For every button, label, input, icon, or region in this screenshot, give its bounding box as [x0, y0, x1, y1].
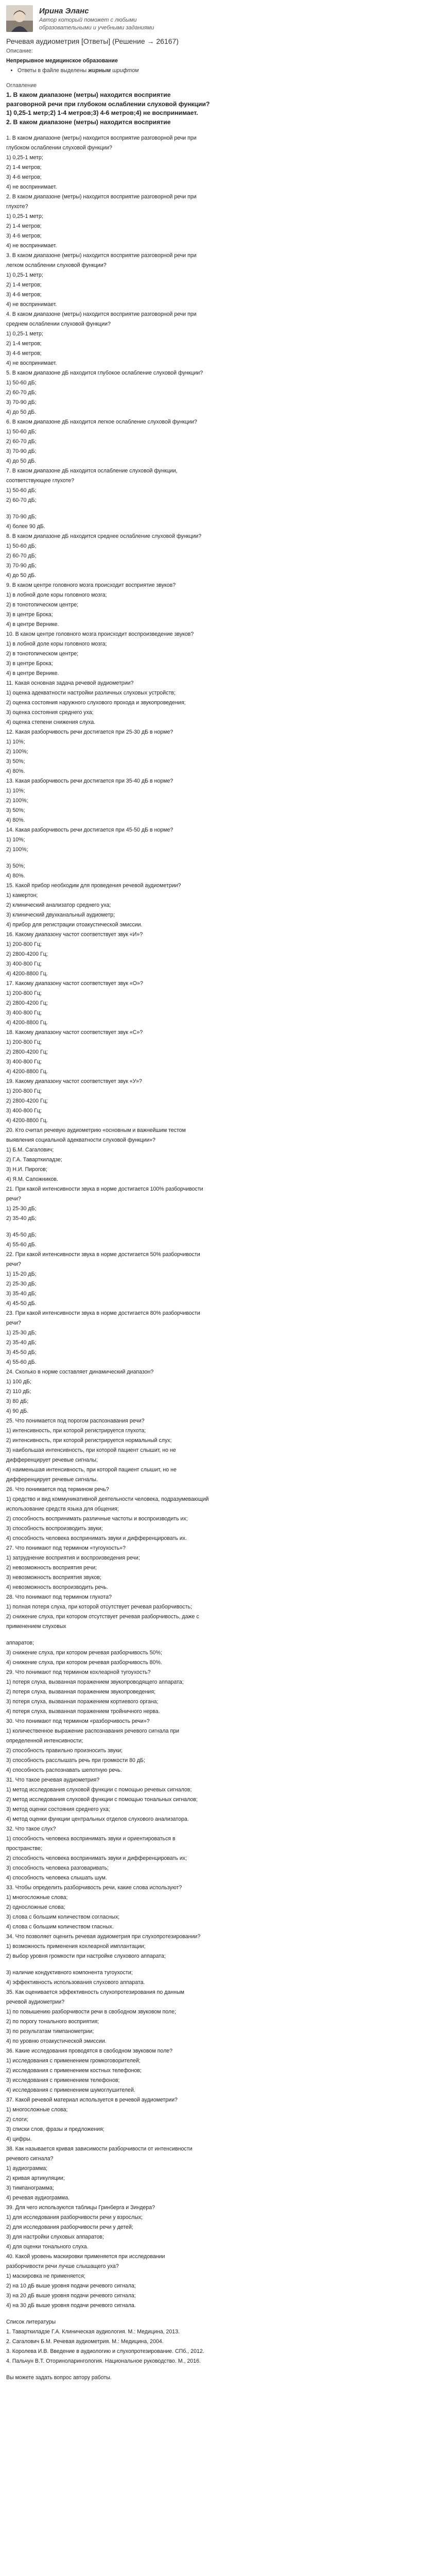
question-line: 20. Кто считал речевую аудиометрию «основным и важнейшим тестом	[6, 1127, 186, 1133]
answer-option: 1) 0,25-1 метр;	[6, 331, 43, 337]
answer-option: 2) потеря слуха, вызванная поражением звукопроведения;	[6, 1689, 156, 1695]
answer-option: 1) 25-30 дБ;	[6, 1206, 37, 1212]
answer-option: 3) 400-800 Гц;	[6, 1059, 42, 1065]
text-line: Список литературы	[6, 2319, 56, 2325]
question-line: 19. Какому диапазону частот соответствует звук «У»?	[6, 1078, 142, 1084]
answer-option: 1) метод исследования слуховой функции с помощью речевых сигналов;	[6, 1787, 192, 1793]
question-line: 39. Для чего используются таблицы Гринберга и Зиндера?	[6, 2205, 155, 2211]
question-line: 2. Сагалович Б.М. Речевая аудиометрия. М.: Медицина, 2004.	[6, 2338, 164, 2345]
intro-block	[6, 91, 430, 127]
answer-option: 2) 2800-4200 Гц;	[6, 1098, 48, 1104]
page-break-gap	[6, 505, 430, 512]
answer-option: 1) маскировка не применяется;	[6, 2273, 85, 2279]
avatar-photo	[6, 5, 33, 32]
question-line: 37. Какой речевой материал используется в речевой аудиометрии?	[6, 2097, 178, 2103]
question-line: 40. Какой уровень маскировки применяется при исследовании	[6, 2253, 165, 2260]
answer-option: 1) 200-800 Гц;	[6, 990, 42, 996]
answer-option: 1) в лобной доле коры головного мозга;	[6, 641, 107, 647]
answer-option: 3) в центре Брока;	[6, 660, 53, 667]
question-line: 16. Какому диапазону частот соответствует звук «И»?	[6, 931, 143, 938]
page-break-gap	[6, 1961, 430, 1968]
answer-option: 3) 400-800 Гц;	[6, 1108, 42, 1114]
question-line: 2. В каком диапазоне (метры) находится восприятие разговорной речи при	[6, 194, 197, 200]
question-line: 1. В каком диапазоне (метры) находится восприятие разговорной речи при	[6, 135, 197, 141]
answer-option: 1) Б.М. Сагалович;	[6, 1147, 54, 1153]
answer-option: 2) 1-4 метров;	[6, 164, 42, 171]
answer-option: 4) более 90 дБ.	[6, 523, 45, 530]
page-break-gap	[6, 2311, 430, 2317]
answer-option: 4) цифры.	[6, 2136, 32, 2142]
answer-option: 4) 55-60 дБ.	[6, 1359, 37, 1365]
answer-option: 2) Г.А. Таварткиладзе;	[6, 1157, 62, 1163]
answer-option: 4) 80%.	[6, 817, 25, 823]
answer-option: 3) 4-6 метров;	[6, 233, 42, 239]
answer-option: 3) оценка состояния среднего уха;	[6, 709, 94, 716]
text-line: применением слуховых	[6, 1623, 66, 1630]
intro-line: 2. В каком диапазоне (метры) находится восприятие	[6, 118, 171, 126]
answer-option: 4) на 30 дБ выше уровня подачи речевого сигнала.	[6, 2302, 136, 2309]
answer-option: 2) в тонотопическом центре;	[6, 651, 79, 657]
answer-option: 3) тимпанограмма;	[6, 2185, 54, 2191]
question-line: 34. Что позволяет оценить речевая аудиометрия при слухопротезировании?	[6, 1934, 201, 1940]
answer-option: 4) 4200-8800 Гц.	[6, 1117, 48, 1124]
answer-option: 3) 50%;	[6, 758, 25, 765]
text-line: глубоком ослаблении слуховой функции?	[6, 145, 112, 151]
answer-option: 2) исследования с применением костных телефонов;	[6, 2067, 142, 2074]
page-break-gap	[6, 855, 430, 861]
answer-option: 2) 25-30 дБ;	[6, 1281, 37, 1287]
answer-option: 1) камертон;	[6, 892, 38, 899]
author-name[interactable]: Ирина Эланс	[39, 7, 89, 15]
answer-option: 4) способность распознавать шепотную речь.	[6, 1767, 122, 1773]
answer-option: 3) Н.И. Пирогов;	[6, 1166, 47, 1173]
question-line: 10. В каком центре головного мозга происходит воспроизведение звуков?	[6, 631, 194, 637]
answer-option: 2) односложные слова;	[6, 1904, 65, 1910]
answer-option: 1) 50-60 дБ;	[6, 487, 37, 494]
answer-option: 1) 0,25-1 метр;	[6, 155, 43, 161]
question-line: 3. В каком диапазоне (метры) находится восприятие разговорной речи при	[6, 252, 197, 259]
answer-option: 2) 100%;	[6, 846, 28, 853]
answer-option: 3) наибольшая интенсивность, при которой пациент слышит, но не	[6, 1447, 176, 1453]
answer-option: 3) способность расслышать речь при громкости 80 дБ;	[6, 1757, 145, 1764]
answer-option: 1) 0,25-1 метр;	[6, 272, 43, 278]
answer-option: 1) 50-60 дБ;	[6, 543, 37, 549]
answer-option: 2) по порогу тонального восприятия;	[6, 2019, 99, 2025]
question-line: 27. Что понимают под термином «тугоухость»?	[6, 1545, 126, 1551]
answer-option: 3) клинический двухканальный аудиометр;	[6, 912, 115, 918]
author-info	[39, 5, 173, 32]
answer-option: 3) слова с большим количеством согласных;	[6, 1914, 120, 1920]
answer-option: 4) наименьшая интенсивность, при которой пациент слышит, но не	[6, 1467, 177, 1473]
author-description: Автор который поможет с любыми образовательными и учебными заданиями	[39, 17, 154, 31]
answer-option: 3) на 20 дБ выше уровня подачи речевого сигнала;	[6, 2293, 136, 2299]
answer-option: 3) наличие кондуктивного компонента тугоухости;	[6, 1970, 133, 1976]
question-line: 5. В каком диапазоне дБ находится глубокое ослабление слуховой функции?	[6, 370, 203, 376]
answer-option: 1) средство и вид коммуникативной деятельности человека, подразумевающий	[6, 1496, 209, 1502]
description-label: Описание:	[6, 48, 33, 54]
answer-option: 4) не воспринимает.	[6, 184, 57, 190]
text-line: аппаратов;	[6, 1640, 34, 1646]
note-item: • Ответы в файле выделены жирным шрифтом	[18, 66, 430, 76]
course-name: Непрерывное медицинское образование	[6, 58, 118, 64]
answer-option: 4) снижение слуха, при котором речевая разборчивость 80%.	[6, 1659, 162, 1666]
answer-option: 3) 400-800 Гц;	[6, 961, 42, 967]
text-line: использование средств языка для общения;	[6, 1506, 119, 1512]
answer-option: 4) оценка степени снижения слуха.	[6, 719, 96, 725]
answer-option: 2) 60-70 дБ;	[6, 389, 37, 396]
answer-option: 2) 100%;	[6, 798, 28, 804]
answer-option: 1) многосложные слова;	[6, 1894, 68, 1901]
answer-option: 1) 50-60 дБ;	[6, 429, 37, 435]
answer-option: 4) в центре Вернике.	[6, 670, 59, 676]
question-line: 7. В каком диапазоне дБ находится ослабление слуховой функции,	[6, 468, 178, 474]
question-line: 32. Что такое слух?	[6, 1826, 56, 1832]
text-line: речевой аудиометрии?	[6, 1999, 65, 2005]
answer-option: 3) метод оценки состояния среднего уха;	[6, 1806, 110, 1812]
answer-option: 1) оценка адекватности настройки различных слуховых устройств;	[6, 690, 176, 696]
answer-option: 1) 10%;	[6, 837, 25, 843]
answer-option: 3) невозможность восприятия звуков;	[6, 1574, 101, 1581]
toc-label: Оглавление	[6, 82, 37, 89]
answer-option: 2) в тонотопическом центре;	[6, 602, 79, 608]
answer-option: 4) слова с большим количеством гласных.	[6, 1924, 114, 1930]
question-line: 29. Что понимают под термином кохлеарной тугоухость?	[6, 1669, 151, 1675]
page-break-gap	[6, 2366, 430, 2373]
answer-option: 4) до 50 дБ.	[6, 409, 37, 415]
answer-option: 3) 80 дБ;	[6, 1398, 29, 1404]
answer-option: 2) 2800-4200 Гц;	[6, 1049, 48, 1055]
answer-option: 2) способность воспринимать различные частоты и воспроизводить их;	[6, 1516, 188, 1522]
text-line: речи?	[6, 1261, 21, 1267]
question-line: 38. Как называется кривая зависимости разборчивости от интенсивности	[6, 2146, 193, 2152]
answer-option: 1) потеря слуха, вызванная поражением звукопроводящего аппарата;	[6, 1679, 184, 1685]
intro-line: 1) 0,25-1 метр;2) 1-4 метров;3) 4-6 метров;4) не воспринимает.	[6, 109, 198, 116]
text-line: глухоте?	[6, 204, 28, 210]
answer-option: 4) 4200-8800 Гц.	[6, 1069, 48, 1075]
answer-option: 3) 4-6 метров;	[6, 174, 42, 180]
answer-option: 1) 200-800 Гц;	[6, 1088, 42, 1094]
answer-option: 4) по уровню отоакустической эмиссии.	[6, 2038, 107, 2044]
question-line: 9. В каком центре головного мозга происходит восприятие звуков?	[6, 582, 176, 588]
answer-option: 3) списки слов, фразы и предложения;	[6, 2126, 104, 2132]
text-line: речевого сигнала?	[6, 2156, 54, 2162]
answer-option: 2) невозможность восприятия речи;	[6, 1565, 97, 1571]
answer-option: 4) 55-60 дБ.	[6, 1242, 37, 1248]
answer-option: 1) по повышению разборчивости речи в свободном звуковом поле;	[6, 2009, 176, 2015]
answer-option: 2) слоги;	[6, 2116, 28, 2123]
question-line: 24. Сколько в норме составляет динамический диапазон?	[6, 1369, 154, 1375]
answer-option: 4) 80%.	[6, 768, 25, 774]
answer-option: 3) 45-50 дБ;	[6, 1349, 37, 1355]
text-line: речи?	[6, 1196, 21, 1202]
answer-option: 2) снижение слуха, при котором отсутствует речевая разборчивость, даже с	[6, 1614, 199, 1620]
answer-option: 1) способность человека воспринимать звуки и ориентироваться в	[6, 1836, 176, 1842]
answer-option: 1) 100 дБ;	[6, 1379, 32, 1385]
notes-list	[6, 66, 430, 76]
question-line: 11. Какая основная задача речевой аудиометрии?	[6, 680, 134, 686]
answer-option: 2) 35-40 дБ;	[6, 1340, 37, 1346]
answer-option: 2) интенсивность, при которой регистрируется нормальный слух;	[6, 1437, 172, 1444]
answer-option: 2) клинический анализатор среднего уха;	[6, 902, 111, 908]
question-line: 23. При какой интенсивности звука в норме достигается 80% разборчивости	[6, 1310, 200, 1316]
text-line: среднем ослаблении слуховой функции?	[6, 321, 111, 327]
page-break-gap	[6, 1632, 430, 1638]
answer-option: 4) 4200-8800 Гц.	[6, 971, 48, 977]
answer-option: 2) выбор уровня громкости при настройке слухового аппарата;	[6, 1953, 166, 1959]
answer-option: 4) в центре Вернике.	[6, 621, 59, 628]
answer-option: 3) 4-6 метров;	[6, 350, 42, 357]
answer-option: 1) полная потеря слуха, при которой отсутствует речевая разборчивость;	[6, 1604, 192, 1610]
answer-option: 4) 90 дБ.	[6, 1408, 29, 1414]
question-line: 28. Что понимают под термином глухота?	[6, 1594, 112, 1600]
answer-option: 1) многосложные слова;	[6, 2107, 68, 2113]
answer-option: 3) 70-90 дБ;	[6, 399, 37, 405]
answer-option: 2) 60-70 дБ;	[6, 497, 37, 503]
answer-option: 4) не воспринимает.	[6, 243, 57, 249]
answer-option: 3) способность воспроизводить звуки;	[6, 1526, 103, 1532]
question-line: 1. Таварткиладзе Г.А. Клиническая аудиология. М.: Медицина, 2013.	[6, 2329, 180, 2335]
question-line: 35. Как оценивается эффективность слухопротезирования по данным	[6, 1989, 184, 1995]
answer-option: 2) 1-4 метров;	[6, 223, 42, 229]
answer-option: 2) 60-70 дБ;	[6, 438, 37, 445]
answer-option: 1) 50-60 дБ;	[6, 380, 37, 386]
answer-option: 3) по результатам тимпанометрии;	[6, 2028, 94, 2035]
answer-option: 1) интенсивность, при которой регистрируется глухота;	[6, 1428, 146, 1434]
answer-option: 3) 45-50 дБ;	[6, 1232, 37, 1238]
text-line: разборчивости речи лучше слышащего уха?	[6, 2263, 119, 2269]
question-line: 15. Какой прибор необходим для проведения речевой аудиометрии?	[6, 883, 181, 889]
answer-option: 3) 70-90 дБ;	[6, 514, 37, 520]
question-line: 13. Какая разборчивость речи достигается при 35-40 дБ в норме?	[6, 778, 173, 784]
answer-option: 4) потеря слуха, вызванная поражением тройничного нерва.	[6, 1708, 160, 1715]
answer-option: 4) речевая аудиограмма.	[6, 2195, 70, 2201]
answer-option: 3) потеря слуха, вызванная поражением кортиевого органа;	[6, 1699, 159, 1705]
answer-option: 1) затруднение восприятия и воспроизведения речи;	[6, 1555, 140, 1561]
text-line: Вы можете задать вопрос автору работы.	[6, 2375, 112, 2381]
answer-option: 1) 0,25-1 метр;	[6, 213, 43, 219]
page-title: Речевая аудиометрия [Ответы] (Решение → 26167)	[6, 37, 179, 45]
intro-line: разговорной речи при глубоком ослаблении слуховой функции?	[6, 100, 210, 108]
answer-option: 2) метод исследования слуховой функции с помощью тональных сигналов;	[6, 1797, 198, 1803]
answer-option: 3) способность человека разговаривать;	[6, 1865, 109, 1871]
answer-option: 4) 4200-8800 Гц.	[6, 1020, 48, 1026]
document-body	[6, 133, 430, 2383]
answer-option: 3) 70-90 дБ;	[6, 448, 37, 454]
text-line: определенной интенсивности;	[6, 1738, 83, 1744]
answer-option: 1) 200-800 Гц;	[6, 941, 42, 947]
answer-option: 3) снижение слуха, при котором речевая разборчивость 50%;	[6, 1650, 162, 1656]
answer-option: 1) количественное выражение распознавания речевого сигнала при	[6, 1728, 179, 1734]
answer-option: 3) 50%;	[6, 863, 25, 869]
answer-option: 3) в центре Брока;	[6, 612, 53, 618]
answer-option: 3) 35-40 дБ;	[6, 1291, 37, 1297]
answer-option: 3) исследования с применением телефонов;	[6, 2077, 120, 2083]
question-line: 25. Что понимается под порогом распознавания речи?	[6, 1418, 145, 1424]
question-line: 4. Пальчун В.Т. Оториноларингология. Национальное руководство. М., 2016.	[6, 2358, 201, 2364]
answer-option: 1) возможность применения кохлеарной имплантации;	[6, 1943, 146, 1950]
text-line: соответствующее глухоте?	[6, 478, 75, 484]
answer-option: 3) 4-6 метров;	[6, 292, 42, 298]
text-line: легком ослаблении слуховой функции?	[6, 262, 107, 268]
question-line: 30. Что понимают под термином «разборчивость речи»?	[6, 1718, 150, 1724]
answer-option: 1) 200-800 Гц;	[6, 1039, 42, 1045]
answer-option: 4) прибор для регистрации отоакустической эмиссии.	[6, 922, 143, 928]
question-line: 22. При какой интенсивности звука в норме достигается 50% разборчивости	[6, 1251, 200, 1258]
answer-option: 1) 25-30 дБ;	[6, 1330, 37, 1336]
answer-option: 2) 35-40 дБ;	[6, 1215, 37, 1222]
answer-option: 4) 80%.	[6, 873, 25, 879]
author-avatar[interactable]	[6, 5, 33, 32]
question-line: 8. В каком диапазоне дБ находится среднее ослабление слуховой функции?	[6, 533, 202, 539]
question-line: 17. Какому диапазону частот соответствует звук «О»?	[6, 980, 143, 987]
answer-option: 3) 50%;	[6, 807, 25, 814]
question-line: 3. Королева И.В. Введение в аудиологию и слухопротезирование. СПб., 2012.	[6, 2348, 204, 2354]
answer-option: 4) до 50 дБ.	[6, 572, 37, 579]
answer-option: 2) 2800-4200 Гц;	[6, 1000, 48, 1006]
answer-option: 4) невозможность воспроизводить речь.	[6, 1584, 108, 1590]
answer-option: 4) для оценки тонального слуха.	[6, 2244, 89, 2250]
answer-option: 4) 45-50 дБ.	[6, 1300, 37, 1307]
question-line: 14. Какая разборчивость речи достигается при 45-50 дБ в норме?	[6, 827, 173, 833]
question-line: 36. Какие исследования проводятся в свободном звуковом поле?	[6, 2048, 173, 2054]
text-line: речи?	[6, 1320, 21, 1326]
answer-option: 4) до 50 дБ.	[6, 458, 37, 464]
question-line: 18. Какому диапазону частот соответствует звук «С»?	[6, 1029, 143, 1036]
answer-option: 4) не воспринимает.	[6, 301, 57, 308]
text-line: пространстве;	[6, 1845, 42, 1852]
author-block	[6, 5, 430, 35]
text-line: дифференцирует речевые сигналы;	[6, 1457, 98, 1463]
answer-option: 3) для настройки слуховых аппаратов;	[6, 2234, 104, 2240]
answer-option: 2) 110 дБ;	[6, 1388, 31, 1395]
answer-option: 4) метод оценки функции центральных отделов слухового анализатора.	[6, 1816, 189, 1822]
answer-option: 2) способность человека воспринимать звуки и дифференцировать их;	[6, 1855, 187, 1861]
question-line: 31. Что такое речевая аудиометрия?	[6, 1777, 100, 1783]
answer-option: 2) способность правильно произносить звуки;	[6, 1748, 123, 1754]
answer-option: 4) не воспринимает.	[6, 360, 57, 366]
question-line: 33. Чтобы определить разборчивость речи, какие слова используют?	[6, 1885, 182, 1891]
intro-line: 1. В каком диапазоне (метры) находится восприятие	[6, 91, 171, 98]
answer-option: 2) 2800-4200 Гц;	[6, 951, 48, 957]
answer-option: 4) способность человека воспринимать звуки и дифференцировать их.	[6, 1535, 187, 1541]
answer-option: 2) для исследования разборчивости речи у детей;	[6, 2224, 133, 2230]
question-line: 12. Какая разборчивость речи достигается при 25-30 дБ в норме?	[6, 729, 173, 735]
answer-option: 3) 400-800 Гц;	[6, 1010, 42, 1016]
answer-option: 2) 1-4 метров;	[6, 282, 42, 288]
answer-option: 4) Я.М. Сапожников.	[6, 1176, 58, 1182]
answer-option: 2) 1-4 метров;	[6, 341, 42, 347]
question-line: 21. При какой интенсивности звука в норме достигается 100% разборчивости	[6, 1186, 203, 1192]
answer-option: 1) в лобной доле коры головного мозга;	[6, 592, 107, 598]
answer-option: 1) 10%;	[6, 739, 25, 745]
answer-option: 1) для исследования разборчивости речи у взрослых;	[6, 2214, 143, 2221]
question-line: 6. В каком диапазоне дБ находится легкое ослабление слуховой функции?	[6, 419, 197, 425]
answer-option: 1) 10%;	[6, 788, 25, 794]
answer-option: 2) оценка состояния наружного слухового прохода и звукопроведения;	[6, 700, 186, 706]
answer-option: 2) на 10 дБ выше уровня подачи речевого сигнала;	[6, 2283, 136, 2289]
text-line: дифференцирует речевые сигналы.	[6, 1477, 98, 1483]
question-line: 4. В каком диапазоне (метры) находится восприятие разговорной речи при	[6, 311, 197, 317]
answer-option: 1) исследования с применением громкоговорителей;	[6, 2058, 141, 2064]
answer-option: 1) аудиограмма;	[6, 2165, 48, 2172]
answer-option: 1) 15-20 дБ;	[6, 1271, 37, 1277]
answer-option: 2) кривая артикуляции;	[6, 2175, 65, 2181]
answer-option: 4) способность человека слышать шум.	[6, 1875, 107, 1881]
answer-option: 4) эффективность использования слухового аппарата.	[6, 1979, 145, 1986]
answer-option: 3) 70-90 дБ;	[6, 563, 37, 569]
answer-option: 2) 100%;	[6, 749, 28, 755]
answer-option: 4) исследования с применением шумоглушителей.	[6, 2087, 135, 2093]
page-break-gap	[6, 1224, 430, 1230]
text-line: выявления социальной адекватности слуховой функции»?	[6, 1137, 155, 1143]
question-line: 26. Что понимается под термином речь?	[6, 1486, 109, 1493]
answer-option: 2) 60-70 дБ;	[6, 553, 37, 559]
